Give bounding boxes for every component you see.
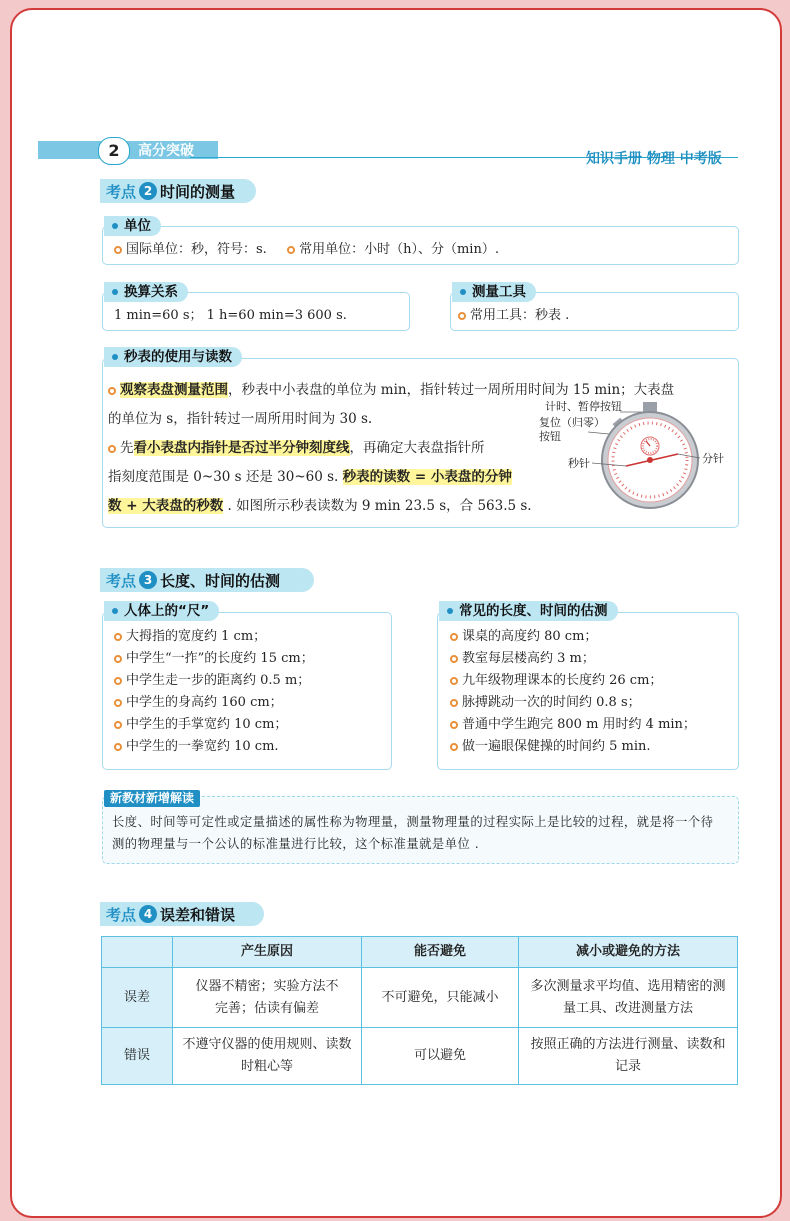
label-reset-button-2: 按钮 [539, 430, 561, 443]
table-cell: 多次测量求平均值、选用精密的测 量工具、改进测量方法 [519, 968, 738, 1028]
common-estimate-tag: 常见的长度、时间的估测 [439, 601, 618, 621]
list-item: 普通中学生跑完 800 m 用时约 4 min； [450, 714, 696, 736]
bullet-icon [114, 655, 122, 663]
section-heading: 长度、时间的估测 [160, 571, 281, 590]
list-item: 中学生的手掌宽约 10 cm； [114, 714, 314, 736]
section-heading: 误差和错误 [160, 905, 236, 924]
bullet-icon [108, 445, 116, 453]
list-item: 大拇指的宽度约 1 cm； [114, 626, 314, 648]
list-item: 中学生的一拳宽约 10 cm. [114, 736, 314, 758]
bullet-icon [114, 721, 122, 729]
section-key: 考点 [106, 905, 137, 924]
row-header: 错误 [102, 1028, 173, 1085]
table-cell: 可以避免 [362, 1028, 519, 1085]
table-header-cell: 减小或避免的方法 [519, 937, 738, 968]
body-ruler-tag: 人体上的“尺” [104, 601, 219, 621]
table-header-cell [102, 937, 173, 968]
section-heading: 时间的测量 [160, 182, 236, 201]
stopwatch-text: 观察表盘测量范围，秒表中小表盘的单位为 min，指针转过一周所用时间为 15 min；大表盘 的单位为 s，指针转过一周所用时间为 30 s. 先看小表盘内指针是否过半分钟刻度线，再确定大表盘指针所 指刻度范围是 0~30 s 还是 30~60 s. 秒表的读数 = 小表盘的分钟 数 + 大表盘的秒数 . 如图所示秒表读数为 9 min 23.5 s，合 563.5 s. [108, 382, 675, 514]
list-item: 脉搏跳动一次的时间约 0.8 s； [450, 692, 696, 714]
label-minute-hand: 分针 [702, 452, 724, 465]
unit-line: 国际单位：秒，符号：s. 常用单位：小时（h）、分（min）. [114, 239, 499, 261]
table-row [102, 1028, 738, 1085]
section-number: 4 [139, 905, 157, 923]
section-key: 考点 [106, 182, 137, 201]
table-cell: 仪器不精密；实验方法不 完善；估读有偏差 [173, 968, 362, 1028]
table-header-cell: 能否避免 [362, 937, 519, 968]
list-item: 中学生“一拃”的长度约 15 cm； [114, 648, 314, 670]
table-header-row [102, 937, 738, 968]
table-cell: 不遵守仪器的使用规则、读数 时粗心等 [173, 1028, 362, 1085]
bullet-icon [450, 699, 458, 707]
table-row [102, 968, 738, 1028]
book-title: 知识手册 物理 中考版 [586, 151, 722, 167]
tool-line: 常用工具：秒表 . [458, 305, 569, 327]
list-item: 教室每层楼高约 3 m； [450, 648, 696, 670]
table-cell: 不可避免，只能减小 [362, 968, 519, 1028]
conversion-line: 1 min=60 s； 1 h=60 min=3 600 s. [114, 308, 347, 323]
section-3-title [100, 568, 314, 592]
bullet-icon [114, 246, 122, 254]
section-key: 考点 [106, 571, 137, 590]
bullet-icon [458, 312, 466, 320]
bullet-icon [450, 721, 458, 729]
section-4-title [100, 902, 264, 926]
bullet-icon [114, 633, 122, 641]
common-estimate-list [450, 626, 696, 758]
body-ruler-list [114, 626, 314, 758]
note-text: 长度、时间等可定性或定量描述的属性称为物理量，测量物理量的过程实际上是比较的过程，就是将一个待 测的物理量与一个公认的标准量进行比较，这个标准量就是单位 . [112, 815, 714, 851]
bullet-icon [450, 633, 458, 641]
bullet-icon [108, 387, 116, 395]
bullet-icon [287, 246, 295, 254]
bullet-icon [450, 677, 458, 685]
table-header-cell: 产生原因 [173, 937, 362, 968]
section-number: 3 [139, 571, 157, 589]
chapter-number: 2 [98, 137, 130, 165]
bullet-icon [114, 699, 122, 707]
bullet-icon [114, 677, 122, 685]
list-item: 做一遍眼保健操的时间约 5 min. [450, 736, 696, 758]
label-start-button: 计时、暂停按钮 [545, 400, 622, 413]
list-item: 九年级物理课本的长度约 26 cm； [450, 670, 696, 692]
error-table [101, 936, 738, 1085]
bullet-icon [114, 743, 122, 751]
list-item: 中学生的身高约 160 cm； [114, 692, 314, 714]
section-number: 2 [139, 182, 157, 200]
chapter-title: 高分突破 [138, 143, 194, 159]
unit-tag: 单位 [104, 216, 161, 236]
table-cell: 按照正确的方法进行测量、读数和 记录 [519, 1028, 738, 1085]
row-header: 误差 [102, 968, 173, 1028]
note-tag: 新教材新增解读 [104, 790, 200, 807]
stopwatch-tag: 秒表的使用与读数 [104, 347, 242, 367]
label-reset-button: 复位（归零） [539, 416, 605, 429]
bullet-icon [450, 655, 458, 663]
label-second-hand: 秒针 [568, 457, 590, 470]
conversion-tag: 换算关系 [104, 282, 188, 302]
section-2-title [100, 179, 256, 203]
list-item: 中学生走一步的距离约 0.5 m； [114, 670, 314, 692]
bullet-icon [450, 743, 458, 751]
list-item: 课桌的高度约 80 cm； [450, 626, 696, 648]
tool-tag: 测量工具 [452, 282, 536, 302]
